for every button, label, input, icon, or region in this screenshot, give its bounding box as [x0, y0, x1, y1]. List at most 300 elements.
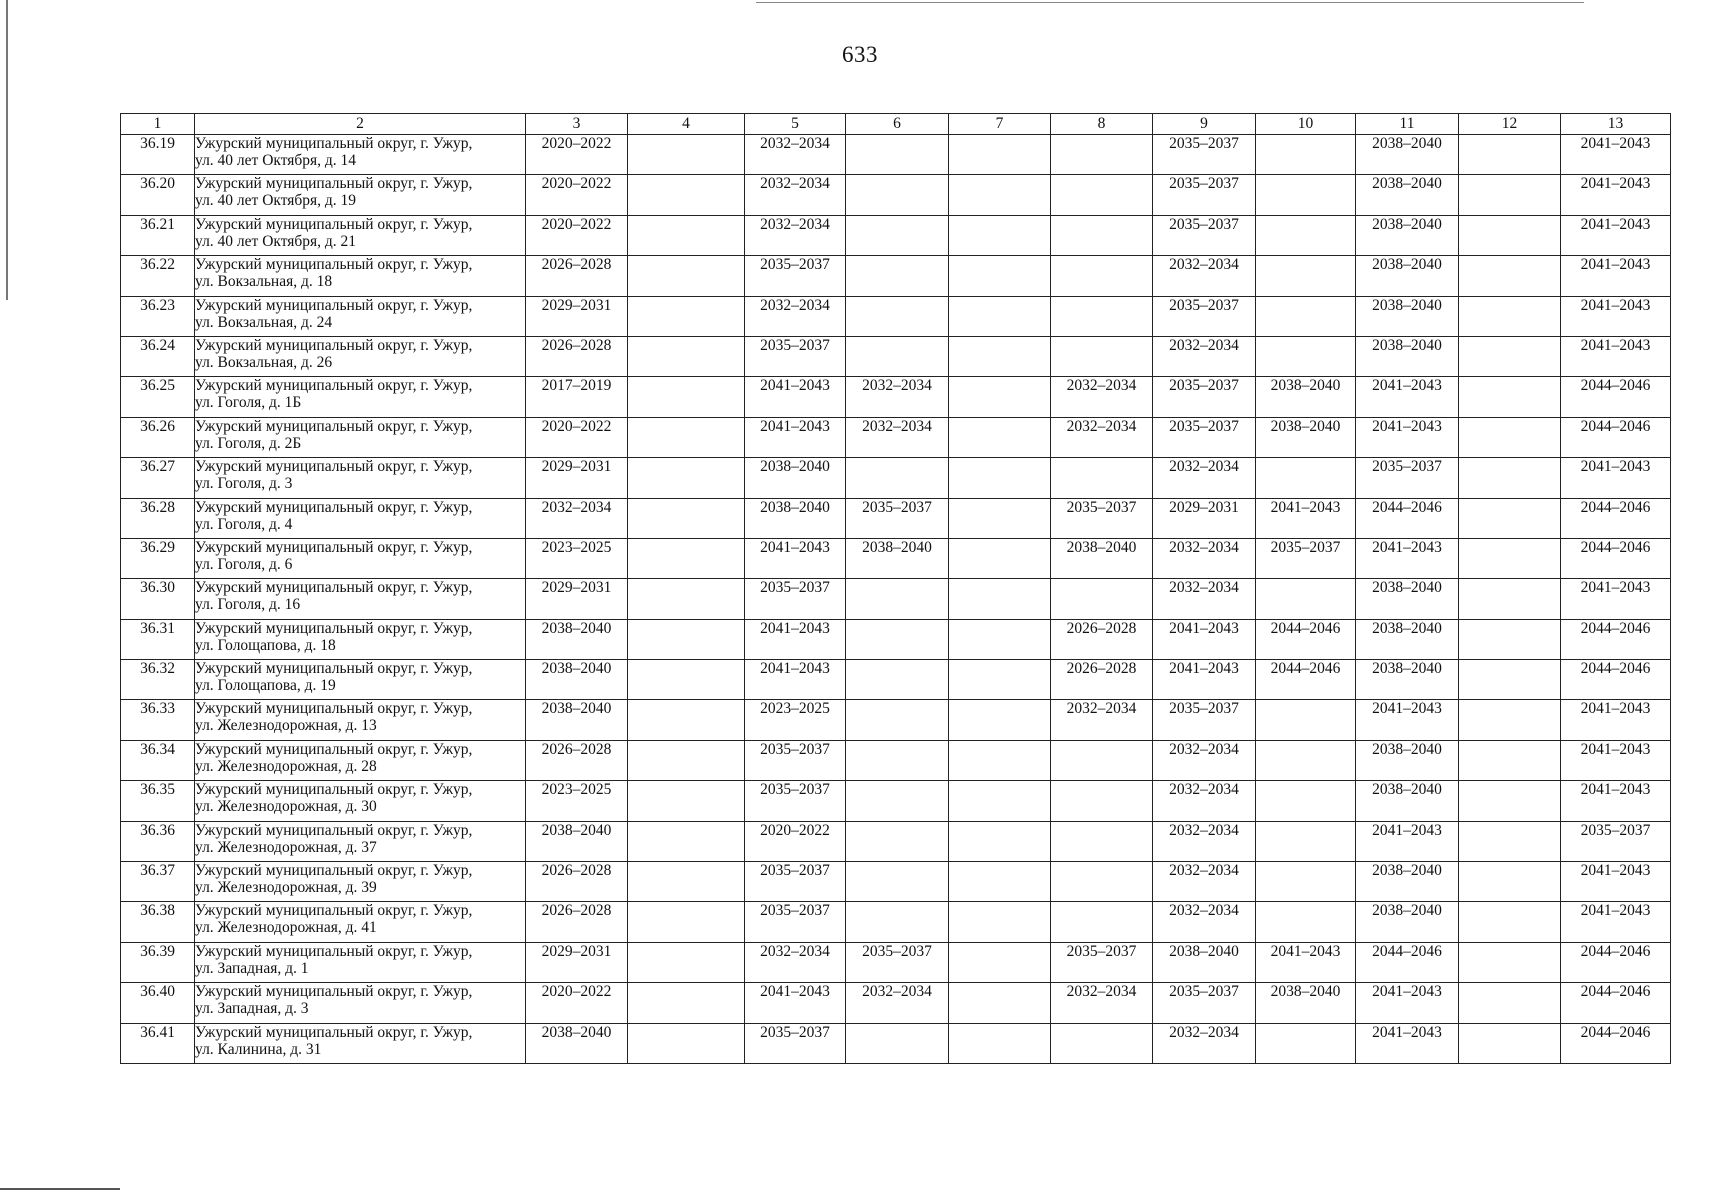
- period-cell-4: [628, 579, 745, 619]
- period-cell-4: [628, 256, 745, 296]
- period-cell-13: 2044–2046: [1561, 942, 1671, 982]
- period-cell-11: 2038–2040: [1356, 175, 1459, 215]
- period-cell-4: [628, 498, 745, 538]
- address-cell: [195, 538, 526, 578]
- page-number: 633: [842, 42, 878, 67]
- address-line-2: ул. Голощапова, д. 19: [195, 677, 336, 695]
- period-cell-13: 2044–2046: [1561, 498, 1671, 538]
- address-line-1: Ужурский муниципальный округ, г. Ужур,: [195, 942, 473, 960]
- period-cell-12: [1459, 902, 1561, 942]
- period-cell-10: 2044–2046: [1256, 660, 1356, 700]
- address-line-1: Ужурский муниципальный округ, г. Ужур,: [195, 538, 473, 556]
- period-cell-6: 2032–2034: [846, 417, 949, 457]
- period-cell-10: [1256, 175, 1356, 215]
- period-cell-6: [846, 256, 949, 296]
- period-cell-6: [846, 862, 949, 902]
- row-number-cell: 36.26: [121, 417, 195, 457]
- period-cell-5: 2041–2043: [745, 660, 846, 700]
- period-cell-12: [1459, 417, 1561, 457]
- period-cell-10: 2035–2037: [1256, 538, 1356, 578]
- period-cell-12: [1459, 458, 1561, 498]
- period-cell-9: 2032–2034: [1153, 538, 1256, 578]
- address-cell: [195, 458, 526, 498]
- address-line-1: Ужурский муниципальный округ, г. Ужур,: [195, 740, 473, 758]
- period-cell-4: [628, 902, 745, 942]
- period-cell-3: 2017–2019: [526, 377, 628, 417]
- period-cell-8: [1051, 336, 1153, 376]
- period-cell-11: 2035–2037: [1356, 458, 1459, 498]
- period-cell-8: [1051, 215, 1153, 255]
- address-line-1: Ужурский муниципальный округ, г. Ужур,: [195, 862, 473, 880]
- period-cell-6: [846, 296, 949, 336]
- period-cell-10: [1256, 579, 1356, 619]
- period-cell-12: [1459, 983, 1561, 1023]
- period-cell-13: 2044–2046: [1561, 619, 1671, 659]
- period-cell-10: [1256, 458, 1356, 498]
- period-cell-9: 2035–2037: [1153, 215, 1256, 255]
- period-cell-8: 2026–2028: [1051, 660, 1153, 700]
- table-row: [121, 862, 1671, 902]
- period-cell-9: 2035–2037: [1153, 417, 1256, 457]
- period-cell-3: 2038–2040: [526, 821, 628, 861]
- period-cell-5: 2041–2043: [745, 538, 846, 578]
- period-cell-7: [949, 1023, 1051, 1063]
- period-cell-7: [949, 700, 1051, 740]
- table-row: [121, 256, 1671, 296]
- period-cell-8: 2035–2037: [1051, 498, 1153, 538]
- period-cell-8: [1051, 740, 1153, 780]
- period-cell-7: [949, 296, 1051, 336]
- period-cell-11: 2038–2040: [1356, 336, 1459, 376]
- column-header-7: 7: [949, 114, 1051, 135]
- period-cell-5: 2035–2037: [745, 1023, 846, 1063]
- period-cell-13: 2041–2043: [1561, 135, 1671, 175]
- address-line-1: Ужурский муниципальный округ, г. Ужур,: [195, 135, 473, 152]
- period-cell-10: [1256, 135, 1356, 175]
- table-row: [121, 660, 1671, 700]
- period-cell-3: 2029–2031: [526, 579, 628, 619]
- header-row: [121, 114, 1671, 135]
- table-row: [121, 498, 1671, 538]
- period-cell-4: [628, 458, 745, 498]
- address-cell: [195, 700, 526, 740]
- period-cell-5: 2038–2040: [745, 458, 846, 498]
- table-row: [121, 538, 1671, 578]
- period-cell-13: 2041–2043: [1561, 781, 1671, 821]
- period-cell-5: 2032–2034: [745, 135, 846, 175]
- table-row: [121, 215, 1671, 255]
- period-cell-6: [846, 821, 949, 861]
- address-line-2: ул. Гоголя, д. 3: [195, 475, 293, 493]
- period-cell-8: [1051, 175, 1153, 215]
- row-number-cell: 36.41: [121, 1023, 195, 1063]
- period-cell-9: 2035–2037: [1153, 175, 1256, 215]
- period-cell-8: 2035–2037: [1051, 942, 1153, 982]
- period-cell-5: 2035–2037: [745, 740, 846, 780]
- address-line-2: ул. Западная, д. 1: [195, 959, 309, 977]
- row-number-cell: 36.24: [121, 336, 195, 376]
- row-number-cell: 36.33: [121, 700, 195, 740]
- period-cell-11: 2044–2046: [1356, 942, 1459, 982]
- period-cell-4: [628, 942, 745, 982]
- address-line-2: ул. Западная, д. 3: [195, 1000, 309, 1018]
- period-cell-3: 2020–2022: [526, 215, 628, 255]
- period-cell-5: 2020–2022: [745, 821, 846, 861]
- period-cell-10: [1256, 821, 1356, 861]
- address-line-1: Ужурский муниципальный округ, г. Ужур,: [195, 336, 473, 354]
- period-cell-5: 2035–2037: [745, 902, 846, 942]
- period-cell-6: [846, 458, 949, 498]
- period-cell-6: [846, 660, 949, 700]
- period-cell-6: 2035–2037: [846, 942, 949, 982]
- period-cell-4: [628, 821, 745, 861]
- column-header-5: 5: [745, 114, 846, 135]
- period-cell-10: [1256, 1023, 1356, 1063]
- period-cell-10: [1256, 700, 1356, 740]
- address-line-2: ул. Железнодорожная, д. 30: [195, 798, 377, 816]
- period-cell-3: 2029–2031: [526, 296, 628, 336]
- period-cell-6: [846, 781, 949, 821]
- period-cell-12: [1459, 256, 1561, 296]
- period-cell-12: [1459, 660, 1561, 700]
- period-cell-13: 2041–2043: [1561, 700, 1671, 740]
- period-cell-8: 2038–2040: [1051, 538, 1153, 578]
- period-cell-3: 2038–2040: [526, 700, 628, 740]
- period-cell-12: [1459, 781, 1561, 821]
- period-cell-12: [1459, 538, 1561, 578]
- address-cell: [195, 942, 526, 982]
- period-cell-12: [1459, 377, 1561, 417]
- period-cell-4: [628, 740, 745, 780]
- period-cell-13: 2041–2043: [1561, 579, 1671, 619]
- row-number-cell: 36.25: [121, 377, 195, 417]
- period-cell-5: 2041–2043: [745, 983, 846, 1023]
- row-number-cell: 36.23: [121, 296, 195, 336]
- address-line-1: Ужурский муниципальный округ, г. Ужур,: [195, 377, 473, 395]
- period-cell-4: [628, 377, 745, 417]
- table-row: [121, 417, 1671, 457]
- column-header-6: 6: [846, 114, 949, 135]
- period-cell-6: [846, 175, 949, 215]
- period-cell-10: 2038–2040: [1256, 983, 1356, 1023]
- row-number-cell: 36.29: [121, 538, 195, 578]
- period-cell-12: [1459, 498, 1561, 538]
- period-cell-7: [949, 619, 1051, 659]
- period-cell-8: [1051, 1023, 1153, 1063]
- period-cell-8: 2032–2034: [1051, 983, 1153, 1023]
- address-line-1: Ужурский муниципальный округ, г. Ужур,: [195, 256, 473, 274]
- column-header-1: 1: [121, 114, 195, 135]
- period-cell-12: [1459, 215, 1561, 255]
- address-line-2: ул. Железнодорожная, д. 39: [195, 879, 377, 897]
- period-cell-10: 2038–2040: [1256, 377, 1356, 417]
- period-cell-6: 2032–2034: [846, 983, 949, 1023]
- address-line-2: ул. 40 лет Октября, д. 19: [195, 192, 357, 210]
- address-line-2: ул. Гоголя, д. 1Б: [195, 394, 302, 412]
- period-cell-10: 2041–2043: [1256, 498, 1356, 538]
- period-cell-6: [846, 619, 949, 659]
- period-cell-11: 2038–2040: [1356, 862, 1459, 902]
- period-cell-13: 2044–2046: [1561, 417, 1671, 457]
- period-cell-3: 2026–2028: [526, 740, 628, 780]
- period-cell-3: 2026–2028: [526, 862, 628, 902]
- table-row: [121, 902, 1671, 942]
- period-cell-5: 2041–2043: [745, 377, 846, 417]
- period-cell-4: [628, 619, 745, 659]
- table-row: [121, 296, 1671, 336]
- address-line-2: ул. Железнодорожная, д. 13: [195, 717, 377, 735]
- table-row: [121, 175, 1671, 215]
- row-number-cell: 36.27: [121, 458, 195, 498]
- period-cell-12: [1459, 942, 1561, 982]
- period-cell-13: 2041–2043: [1561, 215, 1671, 255]
- period-cell-7: [949, 660, 1051, 700]
- column-header-11: 11: [1356, 114, 1459, 135]
- period-cell-5: 2035–2037: [745, 256, 846, 296]
- period-cell-5: 2035–2037: [745, 336, 846, 376]
- period-cell-9: 2032–2034: [1153, 579, 1256, 619]
- period-cell-6: [846, 336, 949, 376]
- row-number-cell: 36.40: [121, 983, 195, 1023]
- period-cell-9: 2032–2034: [1153, 740, 1256, 780]
- table-row: [121, 821, 1671, 861]
- period-cell-13: 2041–2043: [1561, 902, 1671, 942]
- period-cell-10: [1256, 781, 1356, 821]
- period-cell-13: 2041–2043: [1561, 862, 1671, 902]
- column-header-10: 10: [1256, 114, 1356, 135]
- period-cell-4: [628, 175, 745, 215]
- period-cell-3: 2029–2031: [526, 942, 628, 982]
- period-cell-12: [1459, 821, 1561, 861]
- table-row: [121, 1023, 1671, 1063]
- row-number-cell: 36.37: [121, 862, 195, 902]
- period-cell-8: 2032–2034: [1051, 377, 1153, 417]
- row-number-cell: 36.28: [121, 498, 195, 538]
- address-line-1: Ужурский муниципальный округ, г. Ужур,: [195, 417, 473, 435]
- period-cell-7: [949, 458, 1051, 498]
- period-cell-9: 2032–2034: [1153, 821, 1256, 861]
- period-cell-7: [949, 862, 1051, 902]
- period-cell-7: [949, 377, 1051, 417]
- period-cell-9: 2032–2034: [1153, 862, 1256, 902]
- period-cell-11: 2038–2040: [1356, 135, 1459, 175]
- period-cell-10: [1256, 336, 1356, 376]
- address-cell: [195, 862, 526, 902]
- period-cell-6: [846, 740, 949, 780]
- address-line-1: Ужурский муниципальный округ, г. Ужур,: [195, 902, 473, 920]
- period-cell-3: 2026–2028: [526, 902, 628, 942]
- period-cell-5: 2041–2043: [745, 417, 846, 457]
- address-line-1: Ужурский муниципальный округ, г. Ужур,: [195, 296, 473, 314]
- period-cell-7: [949, 821, 1051, 861]
- schedule-table: [120, 113, 1671, 1064]
- address-line-2: ул. Железнодорожная, д. 37: [195, 838, 377, 856]
- period-cell-8: [1051, 458, 1153, 498]
- period-cell-4: [628, 296, 745, 336]
- period-cell-7: [949, 215, 1051, 255]
- period-cell-6: 2038–2040: [846, 538, 949, 578]
- period-cell-13: 2041–2043: [1561, 256, 1671, 296]
- period-cell-9: 2035–2037: [1153, 296, 1256, 336]
- period-cell-12: [1459, 619, 1561, 659]
- period-cell-8: 2032–2034: [1051, 417, 1153, 457]
- address-cell: [195, 660, 526, 700]
- period-cell-11: 2038–2040: [1356, 296, 1459, 336]
- table-row: [121, 983, 1671, 1023]
- period-cell-7: [949, 417, 1051, 457]
- period-cell-9: 2032–2034: [1153, 458, 1256, 498]
- period-cell-7: [949, 983, 1051, 1023]
- period-cell-6: 2032–2034: [846, 377, 949, 417]
- period-cell-3: 2038–2040: [526, 660, 628, 700]
- period-cell-10: 2041–2043: [1256, 942, 1356, 982]
- period-cell-11: 2038–2040: [1356, 740, 1459, 780]
- period-cell-11: 2041–2043: [1356, 821, 1459, 861]
- period-cell-4: [628, 660, 745, 700]
- period-cell-4: [628, 862, 745, 902]
- period-cell-9: 2035–2037: [1153, 135, 1256, 175]
- period-cell-10: [1256, 902, 1356, 942]
- address-line-1: Ужурский муниципальный округ, г. Ужур,: [195, 821, 473, 839]
- address-line-2: ул. Калинина, д. 31: [195, 1040, 322, 1058]
- period-cell-4: [628, 700, 745, 740]
- row-number-cell: 36.22: [121, 256, 195, 296]
- address-cell: [195, 781, 526, 821]
- table-row: [121, 700, 1671, 740]
- column-header-13: 13: [1561, 114, 1671, 135]
- period-cell-5: 2035–2037: [745, 579, 846, 619]
- address-cell: [195, 1023, 526, 1063]
- period-cell-6: 2035–2037: [846, 498, 949, 538]
- row-number-cell: 36.32: [121, 660, 195, 700]
- row-number-cell: 36.30: [121, 579, 195, 619]
- period-cell-5: 2035–2037: [745, 781, 846, 821]
- address-cell: [195, 215, 526, 255]
- period-cell-11: 2041–2043: [1356, 538, 1459, 578]
- row-number-cell: 36.20: [121, 175, 195, 215]
- address-line-2: ул. Голощапова, д. 18: [195, 636, 336, 654]
- period-cell-11: 2044–2046: [1356, 498, 1459, 538]
- address-line-1: Ужурский муниципальный округ, г. Ужур,: [195, 458, 473, 476]
- address-cell: [195, 336, 526, 376]
- period-cell-13: 2044–2046: [1561, 377, 1671, 417]
- period-cell-8: [1051, 256, 1153, 296]
- row-number-cell: 36.38: [121, 902, 195, 942]
- column-header-4: 4: [628, 114, 745, 135]
- period-cell-11: 2038–2040: [1356, 619, 1459, 659]
- table-row: [121, 377, 1671, 417]
- address-cell: [195, 579, 526, 619]
- address-cell: [195, 902, 526, 942]
- address-cell: [195, 619, 526, 659]
- period-cell-5: 2032–2034: [745, 215, 846, 255]
- table-row: [121, 781, 1671, 821]
- period-cell-11: 2038–2040: [1356, 215, 1459, 255]
- period-cell-7: [949, 498, 1051, 538]
- address-line-2: ул. 40 лет Октября, д. 14: [195, 152, 357, 169]
- address-cell: [195, 256, 526, 296]
- address-cell: [195, 821, 526, 861]
- address-line-1: Ужурский муниципальный округ, г. Ужур,: [195, 983, 473, 1001]
- period-cell-10: 2044–2046: [1256, 619, 1356, 659]
- period-cell-3: 2026–2028: [526, 336, 628, 376]
- period-cell-3: 2038–2040: [526, 1023, 628, 1063]
- address-line-2: ул. Гоголя, д. 16: [195, 596, 301, 614]
- period-cell-13: 2044–2046: [1561, 660, 1671, 700]
- period-cell-8: [1051, 902, 1153, 942]
- period-cell-3: 2020–2022: [526, 175, 628, 215]
- period-cell-9: 2032–2034: [1153, 336, 1256, 376]
- period-cell-6: [846, 902, 949, 942]
- address-line-2: ул. Железнодорожная, д. 28: [195, 757, 377, 775]
- address-line-1: Ужурский муниципальный округ, г. Ужур,: [195, 215, 473, 233]
- address-line-2: ул. Вокзальная, д. 18: [195, 273, 333, 291]
- row-number-cell: 36.21: [121, 215, 195, 255]
- table-row: [121, 458, 1671, 498]
- period-cell-4: [628, 538, 745, 578]
- address-cell: [195, 135, 526, 175]
- period-cell-3: 2020–2022: [526, 417, 628, 457]
- period-cell-5: 2035–2037: [745, 862, 846, 902]
- period-cell-9: 2038–2040: [1153, 942, 1256, 982]
- period-cell-6: [846, 1023, 949, 1063]
- address-line-2: ул. 40 лет Октября, д. 21: [195, 232, 357, 250]
- period-cell-5: 2023–2025: [745, 700, 846, 740]
- period-cell-10: [1256, 296, 1356, 336]
- table-row: [121, 740, 1671, 780]
- period-cell-9: 2032–2034: [1153, 256, 1256, 296]
- period-cell-4: [628, 215, 745, 255]
- row-number-cell: 36.39: [121, 942, 195, 982]
- row-number-cell: 36.31: [121, 619, 195, 659]
- period-cell-8: [1051, 781, 1153, 821]
- column-header-9: 9: [1153, 114, 1256, 135]
- period-cell-7: [949, 942, 1051, 982]
- period-cell-13: 2044–2046: [1561, 983, 1671, 1023]
- column-header-12: 12: [1459, 114, 1561, 135]
- scan-edge-top: [756, 2, 1584, 3]
- period-cell-3: 2032–2034: [526, 498, 628, 538]
- period-cell-7: [949, 135, 1051, 175]
- period-cell-6: [846, 579, 949, 619]
- period-cell-8: [1051, 296, 1153, 336]
- period-cell-11: 2041–2043: [1356, 417, 1459, 457]
- period-cell-7: [949, 256, 1051, 296]
- period-cell-3: 2038–2040: [526, 619, 628, 659]
- period-cell-12: [1459, 1023, 1561, 1063]
- period-cell-5: 2032–2034: [745, 296, 846, 336]
- row-number-cell: 36.36: [121, 821, 195, 861]
- period-cell-10: [1256, 256, 1356, 296]
- period-cell-8: [1051, 862, 1153, 902]
- period-cell-12: [1459, 579, 1561, 619]
- period-cell-9: 2032–2034: [1153, 902, 1256, 942]
- period-cell-7: [949, 579, 1051, 619]
- period-cell-10: 2038–2040: [1256, 417, 1356, 457]
- address-line-1: Ужурский муниципальный округ, г. Ужур,: [195, 498, 473, 516]
- period-cell-3: 2020–2022: [526, 135, 628, 175]
- address-line-1: Ужурский муниципальный округ, г. Ужур,: [195, 781, 473, 799]
- address-line-1: Ужурский муниципальный округ, г. Ужур,: [195, 175, 473, 193]
- address-cell: [195, 296, 526, 336]
- column-header-8: 8: [1051, 114, 1153, 135]
- row-number-cell: 36.19: [121, 135, 195, 175]
- period-cell-13: 2041–2043: [1561, 296, 1671, 336]
- period-cell-7: [949, 538, 1051, 578]
- address-cell: [195, 175, 526, 215]
- period-cell-13: 2041–2043: [1561, 175, 1671, 215]
- address-line-1: Ужурский муниципальный округ, г. Ужур,: [195, 660, 473, 678]
